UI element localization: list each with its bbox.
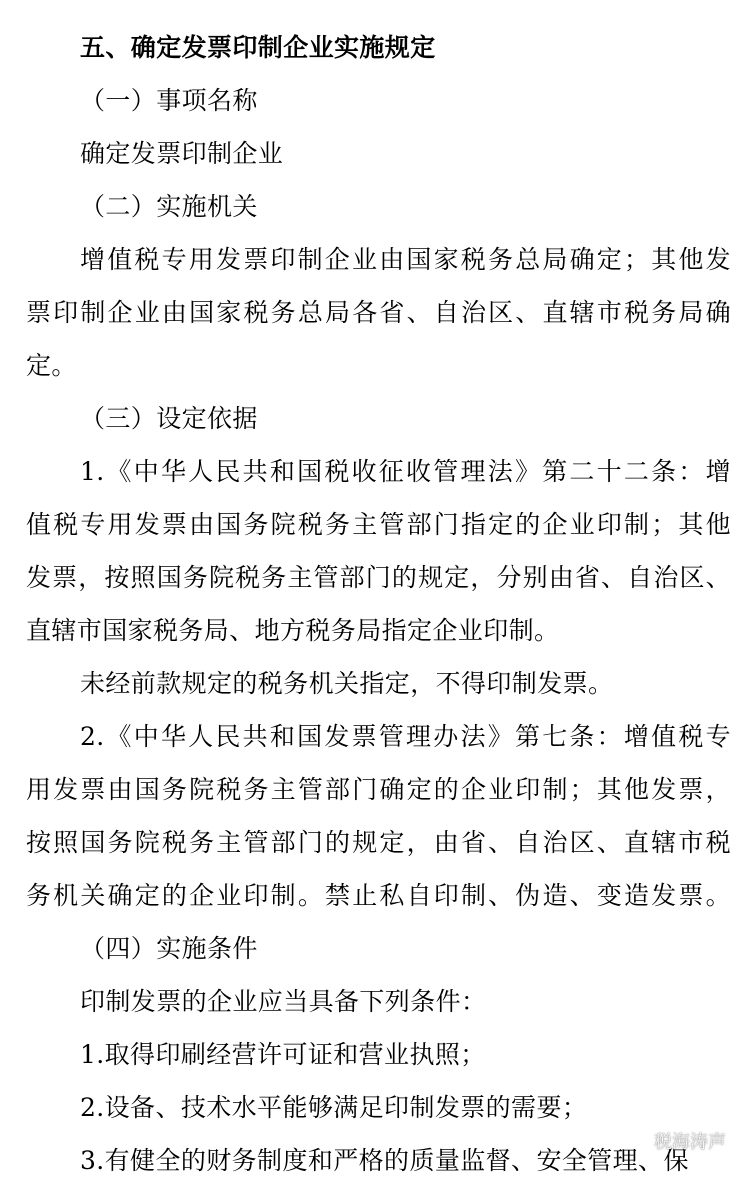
condition-item: 2.设备、技术水平能够满足印制发票的需要； — [80, 1093, 588, 1122]
watermark-text: 税海涛声 — [654, 1132, 726, 1153]
conditions-intro: 印制发票的企业应当具备下列条件： — [80, 987, 487, 1016]
authority-line: 定。 — [26, 351, 77, 380]
condition-item: 1.取得印刷经营许可证和营业执照； — [80, 1040, 486, 1069]
wechat-icon — [622, 1130, 648, 1152]
condition-item: 3.有健全的财务制度和严格的质量监督、安全管理、保 — [80, 1146, 689, 1175]
legal-basis-line: 2.《中华人民共和国发票管理办法》第七条：增值税专 — [80, 722, 731, 751]
authority-line: 票印制企业由国家税务总局各省、自治区、直辖市税务局确 — [26, 298, 731, 327]
legal-basis-line: 直辖市国家税务局、地方税务局指定企业印制。 — [26, 616, 560, 645]
legal-basis-line: 1.《中华人民共和国税收征收管理法》第二十二条：增 — [80, 457, 731, 486]
watermark — [622, 1126, 726, 1156]
section-title: 五、确定发票印制企业实施规定 — [80, 33, 436, 62]
legal-basis-extra: 未经前款规定的税务机关指定，不得印制发票。 — [80, 669, 614, 698]
sub-heading-legal-basis: （三）设定依据 — [80, 404, 258, 433]
legal-basis-line: 务机关确定的企业印制。禁止私自印制、伪造、变造发票。 — [26, 881, 731, 910]
authority-line: 增值税专用发票印制企业由国家税务总局确定；其他发 — [80, 245, 731, 274]
legal-basis-line: 用发票由国务院税务主管部门确定的企业印制；其他发票， — [26, 775, 731, 804]
legal-basis-line: 按照国务院税务主管部门的规定，由省、自治区、直辖市税 — [26, 828, 731, 857]
sub-heading-authority: （二）实施机关 — [80, 192, 258, 221]
item-name-text: 确定发票印制企业 — [80, 139, 284, 168]
legal-basis-line: 值税专用发票由国务院税务主管部门指定的企业印制；其他 — [26, 510, 731, 539]
sub-heading-conditions: （四）实施条件 — [80, 934, 258, 963]
sub-heading-item-name: （一）事项名称 — [80, 86, 258, 115]
legal-basis-line: 发票，按照国务院税务主管部门的规定，分别由省、自治区、 — [26, 563, 731, 592]
